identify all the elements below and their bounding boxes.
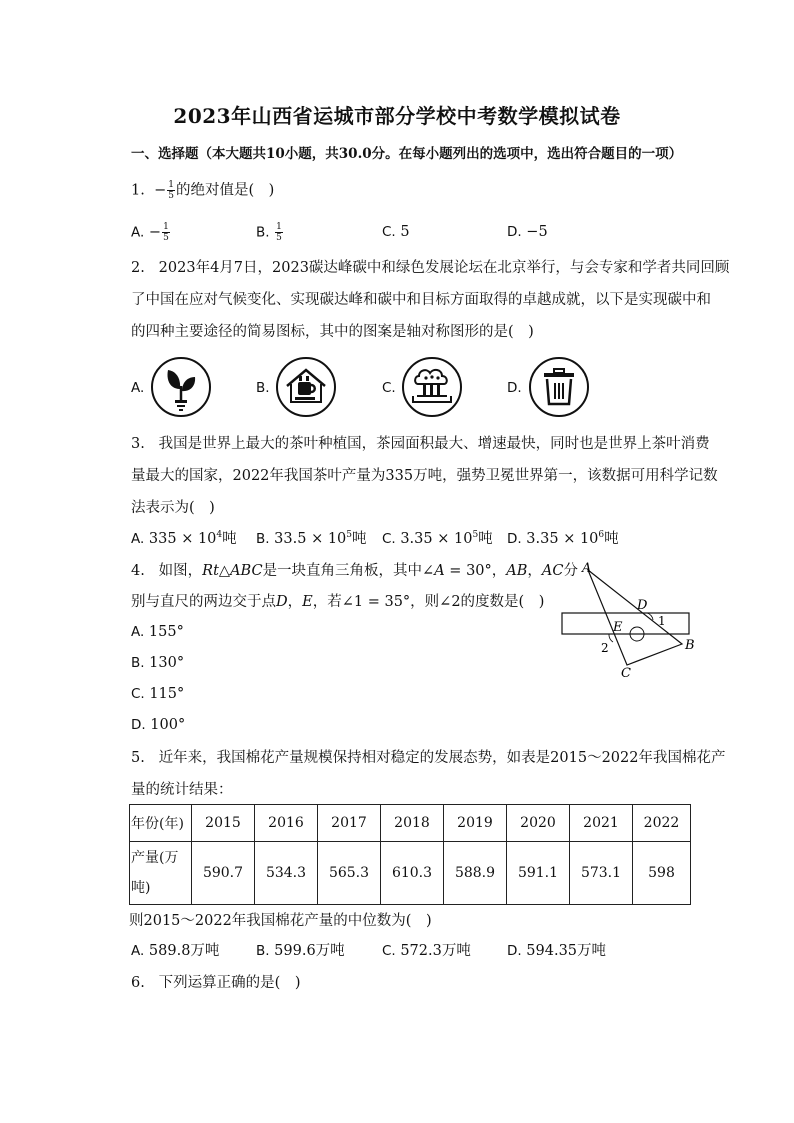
factory-icon bbox=[401, 356, 463, 418]
q3-option-d[interactable]: D. $3.35 \times 10^6$吨 bbox=[507, 530, 619, 547]
question-2-line-3: 的四种主要途径的简易图标，其中的图案是轴对称图形的是( ) bbox=[131, 324, 534, 340]
table-cell: 591.1 bbox=[507, 842, 570, 905]
q5-option-c[interactable]: C. 572.3万吨 bbox=[382, 943, 471, 959]
question-3-line-3: 法表示为( ) bbox=[131, 500, 215, 516]
question-5-question: 则2015～2022年我国棉花产量的中位数为( ) bbox=[129, 913, 432, 929]
label-e: E bbox=[613, 620, 623, 635]
table-cell: 534.3 bbox=[255, 842, 318, 905]
table-cell: 2018 bbox=[381, 805, 444, 842]
q3-option-b[interactable]: B. $33.5 \times 10^5$吨 bbox=[256, 530, 367, 547]
cotton-table bbox=[129, 804, 691, 905]
label-a: A bbox=[582, 561, 592, 576]
label-c: C bbox=[621, 666, 631, 681]
label-angle-2: 2 bbox=[601, 641, 609, 655]
question-5-line-2: 量的统计结果： bbox=[131, 782, 233, 798]
table-cell: 565.3 bbox=[318, 842, 381, 905]
table-cell: 573.1 bbox=[570, 842, 633, 905]
table-cell: 590.7 bbox=[192, 842, 255, 905]
question-1 bbox=[131, 180, 274, 201]
q3-option-a[interactable]: A. $335 \times 10^4$吨 bbox=[131, 530, 237, 547]
label-angle-1: 1 bbox=[658, 614, 666, 628]
table-header-label: 年份(年) bbox=[130, 805, 192, 842]
label-b: B bbox=[685, 638, 695, 653]
q1-option-b[interactable]: B. $\frac{1}{5}$ bbox=[256, 222, 282, 243]
table-cell: 598 bbox=[633, 842, 691, 905]
table-cell: 2021 bbox=[570, 805, 633, 842]
question-4-line-2: 别与直尺的两边交于点D，E，若∠1 = 35°，则∠2的度数是( ) bbox=[131, 594, 545, 610]
table-cell: 2016 bbox=[255, 805, 318, 842]
fraction: $\frac{1}{5}$ bbox=[168, 180, 174, 201]
table-cell: 2017 bbox=[318, 805, 381, 842]
q2-option-c[interactable]: C. bbox=[382, 380, 396, 396]
q2-option-b[interactable]: B. bbox=[256, 380, 270, 396]
q4-option-b[interactable]: B. 130° bbox=[131, 655, 185, 671]
q4-option-a[interactable]: A. 155° bbox=[131, 624, 184, 640]
question-number: 1. bbox=[131, 182, 145, 199]
q4-option-d[interactable]: D. 100° bbox=[131, 717, 186, 733]
house-cup-icon bbox=[275, 356, 337, 418]
trash-bin-icon bbox=[528, 356, 590, 418]
table-row-label: 产量(万 吨) bbox=[130, 842, 192, 905]
table-row bbox=[130, 805, 691, 842]
question-5-line-1: 5. 近年来，我国棉花产量规模保持相对稳定的发展态势，如表是2015～2022年我国棉花产 bbox=[131, 750, 726, 766]
triangle-ruler-figure bbox=[555, 558, 700, 683]
table-cell: 2020 bbox=[507, 805, 570, 842]
page-title: 2023年山西省运城市部分学校中考数学模拟试卷 bbox=[173, 104, 621, 128]
table-row bbox=[130, 842, 691, 905]
question-6: 6. 下列运算正确的是( ) bbox=[131, 975, 301, 991]
q4-option-c[interactable]: C. 115° bbox=[131, 686, 185, 702]
question-text: 的绝对值是( ) bbox=[175, 182, 275, 199]
question-4-line-1: 4. 如图，Rt△ABC是一块直角三角板，其中∠A = 30°，AB，AC分 bbox=[131, 563, 578, 579]
table-cell: 588.9 bbox=[444, 842, 507, 905]
table-cell: 2022 bbox=[633, 805, 691, 842]
question-3-line-2: 量最大的国家，2022年我国茶叶产量为335万吨，强势卫冕世界第一，该数据可用科学记数 bbox=[131, 468, 718, 484]
ruler bbox=[562, 613, 689, 634]
q1-option-a[interactable]: A. − $\frac{1}{5}$ bbox=[131, 222, 169, 243]
plant-icon bbox=[150, 356, 212, 418]
table-cell: 2019 bbox=[444, 805, 507, 842]
section-heading: 一、选择题（本大题共10小题，共30.0分。在每小题列出的选项中，选出符合题目的一项） bbox=[131, 146, 683, 162]
minus-sign: − bbox=[154, 182, 167, 199]
table-cell: 2015 bbox=[192, 805, 255, 842]
q2-option-a[interactable]: A. bbox=[131, 380, 145, 396]
q1-option-d[interactable]: D. −5 bbox=[507, 224, 548, 240]
q5-option-b[interactable]: B. 599.6万吨 bbox=[256, 943, 345, 959]
q2-option-d[interactable]: D. bbox=[507, 380, 522, 396]
question-3-line-1: 3. 我国是世界上最大的茶叶种植国，茶园面积最大、增速最快，同时也是世界上茶叶消费 bbox=[131, 436, 710, 452]
q1-option-c[interactable]: C. 5 bbox=[382, 224, 410, 240]
question-2-line-2: 了中国在应对气候变化、实现碳达峰和碳中和目标方面取得的卓越成就，以下是实现碳中和 bbox=[131, 292, 711, 308]
question-2-line-1: 2. 2023年4月7日，2023碳达峰碳中和绿色发展论坛在北京举行，与会专家和学者共同回顾 bbox=[131, 260, 730, 276]
q5-option-d[interactable]: D. 594.35万吨 bbox=[507, 943, 607, 959]
table-cell: 610.3 bbox=[381, 842, 444, 905]
q3-option-c[interactable]: C. $3.35 \times 10^5$吨 bbox=[382, 530, 493, 547]
q5-option-a[interactable]: A. 589.8万吨 bbox=[131, 943, 220, 959]
label-d: D bbox=[637, 598, 648, 613]
